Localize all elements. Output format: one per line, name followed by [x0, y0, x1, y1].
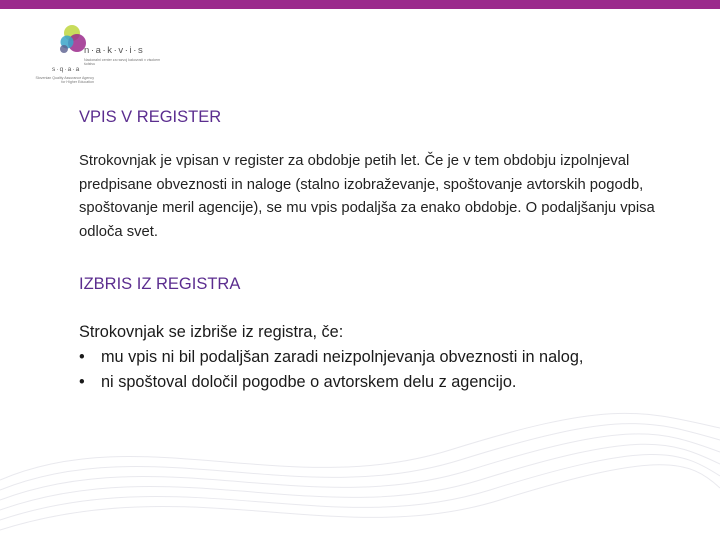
top-accent-bar — [0, 0, 720, 9]
nakvis-logo — [34, 22, 174, 92]
logo-bubbles-icon — [34, 22, 94, 62]
section-heading-register: VPIS V REGISTER — [79, 108, 222, 126]
removal-conditions-list — [79, 345, 679, 395]
list-item — [79, 345, 679, 370]
decorative-background-curves — [0, 400, 720, 540]
logo-tagline: Nacionalni center za razvoj kakovosti v visokem šolstvu — [84, 58, 161, 67]
logo-sub-wordmark: s·q·a·a — [52, 66, 81, 73]
removal-lead-text: Strokovnjak se izbriše iz registra, če: — [79, 323, 344, 341]
list-item-text: mu vpis ni bil podaljšan zaradi neizpolnjevanja obveznosti in nalog, — [101, 348, 584, 366]
logo-wordmark: n·a·k·v·i·s — [84, 45, 145, 56]
bullet-marker: • — [79, 348, 85, 366]
logo-sub-tagline: Slovenian Quality Assurance Agency for Higher Education — [35, 76, 94, 85]
list-item — [79, 370, 679, 395]
list-item-text: ni spoštoval določil pogodbe o avtorskem delu z agencijo. — [101, 373, 517, 391]
section-body-register: Strokovnjak je vpisan v register za obdobje petih let. Če je v tem obdobju izpolnjeval predpisane obveznosti in naloge (stalno izobraževanje, spoštovanje avtorskih pogodb, spoštovanje meril agencije), se mu vpis podaljša za enako obdobje. O podaljšanju vpisa odloča svet. — [79, 153, 655, 240]
bullet-marker: • — [79, 373, 85, 391]
section-heading-removal: IZBRIS IZ REGISTRA — [79, 275, 241, 293]
